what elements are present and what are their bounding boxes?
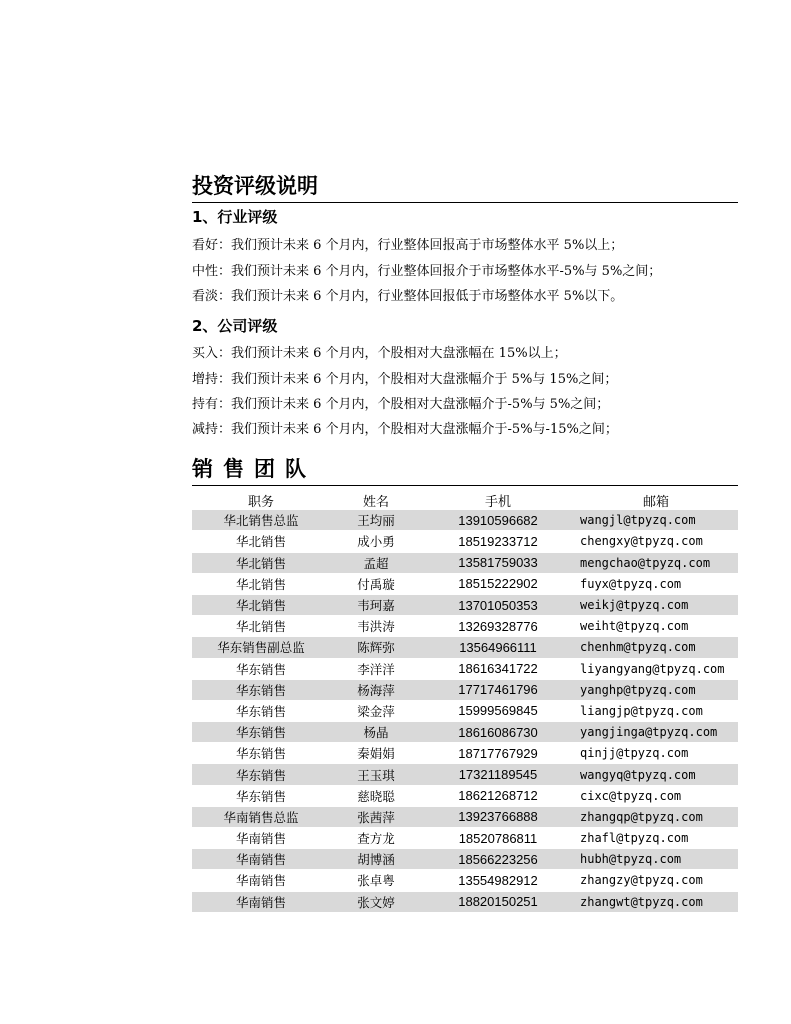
table-row [192, 828, 738, 849]
position-cell: 华东销售 [192, 743, 330, 764]
phone-cell: 13554982912 [422, 870, 574, 891]
name-cell: 梁金萍 [330, 700, 422, 721]
sales-team-table [192, 490, 738, 913]
table-row [192, 891, 738, 912]
sales-team-title: 销售团队 [192, 457, 316, 481]
email-cell: weikj@tpyzq.com [574, 594, 738, 615]
position-cell: 华南销售 [192, 891, 330, 912]
position-cell: 华南销售总监 [192, 806, 330, 827]
email-cell: hubh@tpyzq.com [574, 849, 738, 870]
position-cell: 华东销售 [192, 785, 330, 806]
name-cell: 杨海萍 [330, 679, 422, 700]
phone-cell: 17717461796 [422, 679, 574, 700]
phone-cell: 18566223256 [422, 849, 574, 870]
table-row [192, 637, 738, 658]
email-cell: yanghp@tpyzq.com [574, 679, 738, 700]
name-cell: 张茜萍 [330, 806, 422, 827]
sales-title-rule [192, 485, 738, 486]
email-cell: qinjj@tpyzq.com [574, 743, 738, 764]
phone-cell: 18515222902 [422, 573, 574, 594]
position-cell: 华南销售 [192, 849, 330, 870]
table-row [192, 764, 738, 785]
email-cell: zhafl@tpyzq.com [574, 828, 738, 849]
table-row [192, 700, 738, 721]
email-cell: yangjinga@tpyzq.com [574, 722, 738, 743]
company-rating-line: 买入：我们预计未来 6 个月内，个股相对大盘涨幅在 15%以上； [192, 346, 567, 361]
phone-cell: 13910596682 [422, 510, 574, 531]
name-cell: 慈晓聪 [330, 785, 422, 806]
table-row [192, 510, 738, 531]
position-cell: 华南销售 [192, 828, 330, 849]
rating-title-rule [192, 202, 738, 203]
position-cell: 华东销售 [192, 722, 330, 743]
phone-cell: 18717767929 [422, 743, 574, 764]
company-rating-line: 持有：我们预计未来 6 个月内，个股相对大盘涨幅介于-5%与 5%之间； [192, 397, 610, 412]
phone-cell: 18520786811 [422, 828, 574, 849]
table-row [192, 870, 738, 891]
name-cell: 杨晶 [330, 722, 422, 743]
phone-cell: 18519233712 [422, 531, 574, 552]
phone-cell: 18820150251 [422, 891, 574, 912]
phone-cell: 13269328776 [422, 616, 574, 637]
phone-cell: 18616086730 [422, 722, 574, 743]
industry-rating-line: 看好：我们预计未来 6 个月内，行业整体回报高于市场整体水平 5%以上； [192, 238, 624, 253]
table-row [192, 806, 738, 827]
table-row [192, 658, 738, 679]
table-row [192, 552, 738, 573]
name-cell: 韦洪涛 [330, 616, 422, 637]
email-cell: cixc@tpyzq.com [574, 785, 738, 806]
email-cell: chenhm@tpyzq.com [574, 637, 738, 658]
table-row [192, 616, 738, 637]
name-cell: 王均丽 [330, 510, 422, 531]
phone-cell: 15999569845 [422, 700, 574, 721]
column-header-email: 邮箱 [642, 494, 669, 510]
name-cell: 李洋洋 [330, 658, 422, 679]
position-cell: 华北销售 [192, 531, 330, 552]
phone-cell: 18616341722 [422, 658, 574, 679]
company-rating-heading: 2、公司评级 [192, 317, 278, 335]
phone-cell: 13923766888 [422, 806, 574, 827]
email-cell: chengxy@tpyzq.com [574, 531, 738, 552]
position-cell: 华东销售 [192, 700, 330, 721]
position-cell: 华东销售副总监 [192, 637, 330, 658]
table-header-row [192, 490, 738, 510]
email-cell: zhangzy@tpyzq.com [574, 870, 738, 891]
name-cell: 张文婷 [330, 891, 422, 912]
phone-cell: 17321189545 [422, 764, 574, 785]
position-cell: 华北销售 [192, 616, 330, 637]
email-cell: liangjp@tpyzq.com [574, 700, 738, 721]
name-cell: 孟超 [330, 552, 422, 573]
industry-rating-heading: 1、行业评级 [192, 208, 278, 226]
email-cell: fuyx@tpyzq.com [574, 573, 738, 594]
column-header-phone: 手机 [484, 494, 511, 510]
position-cell: 华东销售 [192, 764, 330, 785]
phone-cell: 13564966111 [422, 637, 574, 658]
industry-rating-line: 看淡：我们预计未来 6 个月内，行业整体回报低于市场整体水平 5%以下。 [192, 289, 624, 304]
name-cell: 付禹璇 [330, 573, 422, 594]
email-cell: wangjl@tpyzq.com [574, 510, 738, 531]
email-cell: liyangyang@tpyzq.com [574, 658, 738, 679]
email-cell: weiht@tpyzq.com [574, 616, 738, 637]
table-row [192, 849, 738, 870]
position-cell: 华北销售 [192, 573, 330, 594]
position-cell: 华北销售 [192, 552, 330, 573]
phone-cell: 18621268712 [422, 785, 574, 806]
position-cell: 华南销售 [192, 870, 330, 891]
company-rating-line: 减持：我们预计未来 6 个月内，个股相对大盘涨幅介于-5%与-15%之间； [192, 422, 618, 437]
table-row [192, 594, 738, 615]
table-row [192, 679, 738, 700]
email-cell: wangyq@tpyzq.com [574, 764, 738, 785]
name-cell: 陈辉弥 [330, 637, 422, 658]
name-cell: 胡博涵 [330, 849, 422, 870]
name-cell: 查方龙 [330, 828, 422, 849]
position-cell: 华东销售 [192, 679, 330, 700]
name-cell: 秦娟娟 [330, 743, 422, 764]
table-row [192, 573, 738, 594]
column-header-name: 姓名 [362, 494, 389, 510]
email-cell: mengchao@tpyzq.com [574, 552, 738, 573]
industry-rating-line: 中性：我们预计未来 6 个月内，行业整体回报介于市场整体水平-5%与 5%之间； [192, 264, 662, 279]
phone-cell: 13701050353 [422, 594, 574, 615]
email-cell: zhangqp@tpyzq.com [574, 806, 738, 827]
name-cell: 韦珂嘉 [330, 594, 422, 615]
position-cell: 华北销售 [192, 594, 330, 615]
table-row [192, 785, 738, 806]
position-cell: 华北销售总监 [192, 510, 330, 531]
column-header-title: 职务 [247, 494, 274, 510]
name-cell: 成小勇 [330, 531, 422, 552]
company-rating-line: 增持：我们预计未来 6 个月内，个股相对大盘涨幅介于 5%与 15%之间； [192, 372, 618, 387]
table-row [192, 722, 738, 743]
name-cell: 王玉琪 [330, 764, 422, 785]
position-cell: 华东销售 [192, 658, 330, 679]
table-row [192, 743, 738, 764]
phone-cell: 13581759033 [422, 552, 574, 573]
name-cell: 张卓粤 [330, 870, 422, 891]
rating-section-title: 投资评级说明 [192, 174, 318, 198]
email-cell: zhangwt@tpyzq.com [574, 891, 738, 912]
table-row [192, 531, 738, 552]
